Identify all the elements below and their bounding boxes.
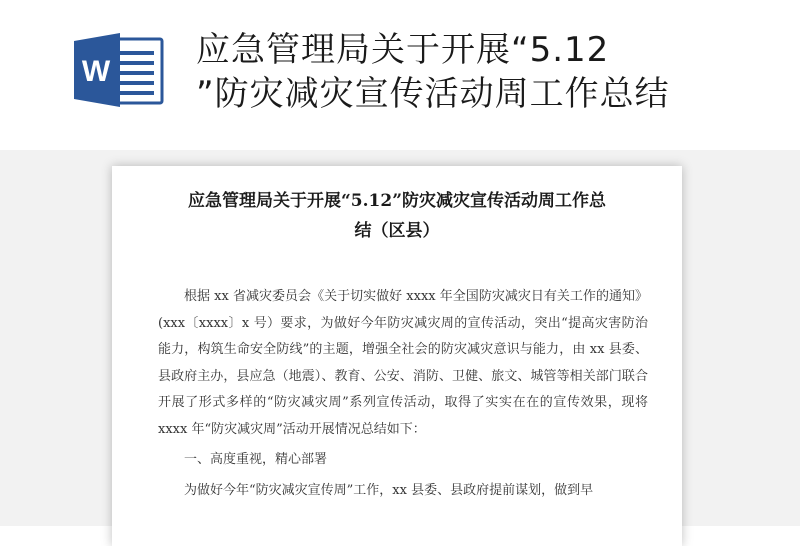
- document-title: [142, 186, 652, 246]
- paragraph-intro: 根据 xx 省减灾委员会《关于切实做好 xxxx 年全国防灾减灾日有关工作的通知》(xxx〔xxxx〕x 号）要求，为做好今年防灾减灾周的宣传活动，突出“提高灾害防治能力，构筑生命安全防线”的主题，增强全社会的防灾减灾意识与能力，由 xx 县委、县政府主办，县应急（地震）、教育、公安、消防、卫健、旅文、城管等相关部门联合开展了形式多样的“防灾减灾周”系列宣传活动，取得了实实在在的宣传效果，现将 xxxx 年“防灾减灾周”活动开展情况总结如下：: [158, 289, 648, 437]
- word-icon-letter: W: [81, 55, 111, 88]
- word-icon: [74, 33, 166, 107]
- document-body: [158, 284, 648, 504]
- document-title-line-2: 结（区县）: [354, 221, 440, 241]
- header: [0, 0, 800, 150]
- section-heading-1: 一、高度重视，精心部署: [184, 452, 328, 467]
- document-title-line-1: 应急管理局关于开展“5.12”防灾减灾宣传活动周工作总: [188, 191, 606, 211]
- file-title-line-2: ”防灾减灾宣传活动周工作总结: [196, 74, 670, 114]
- paragraph-section-1: 为做好今年“防灾减灾宣传周”工作，xx 县委、县政府提前谋划，做到早: [184, 482, 594, 498]
- file-title-line-1: 应急管理局关于开展“5.12: [196, 30, 610, 70]
- document-page[interactable]: [112, 166, 682, 546]
- file-title: [196, 28, 776, 116]
